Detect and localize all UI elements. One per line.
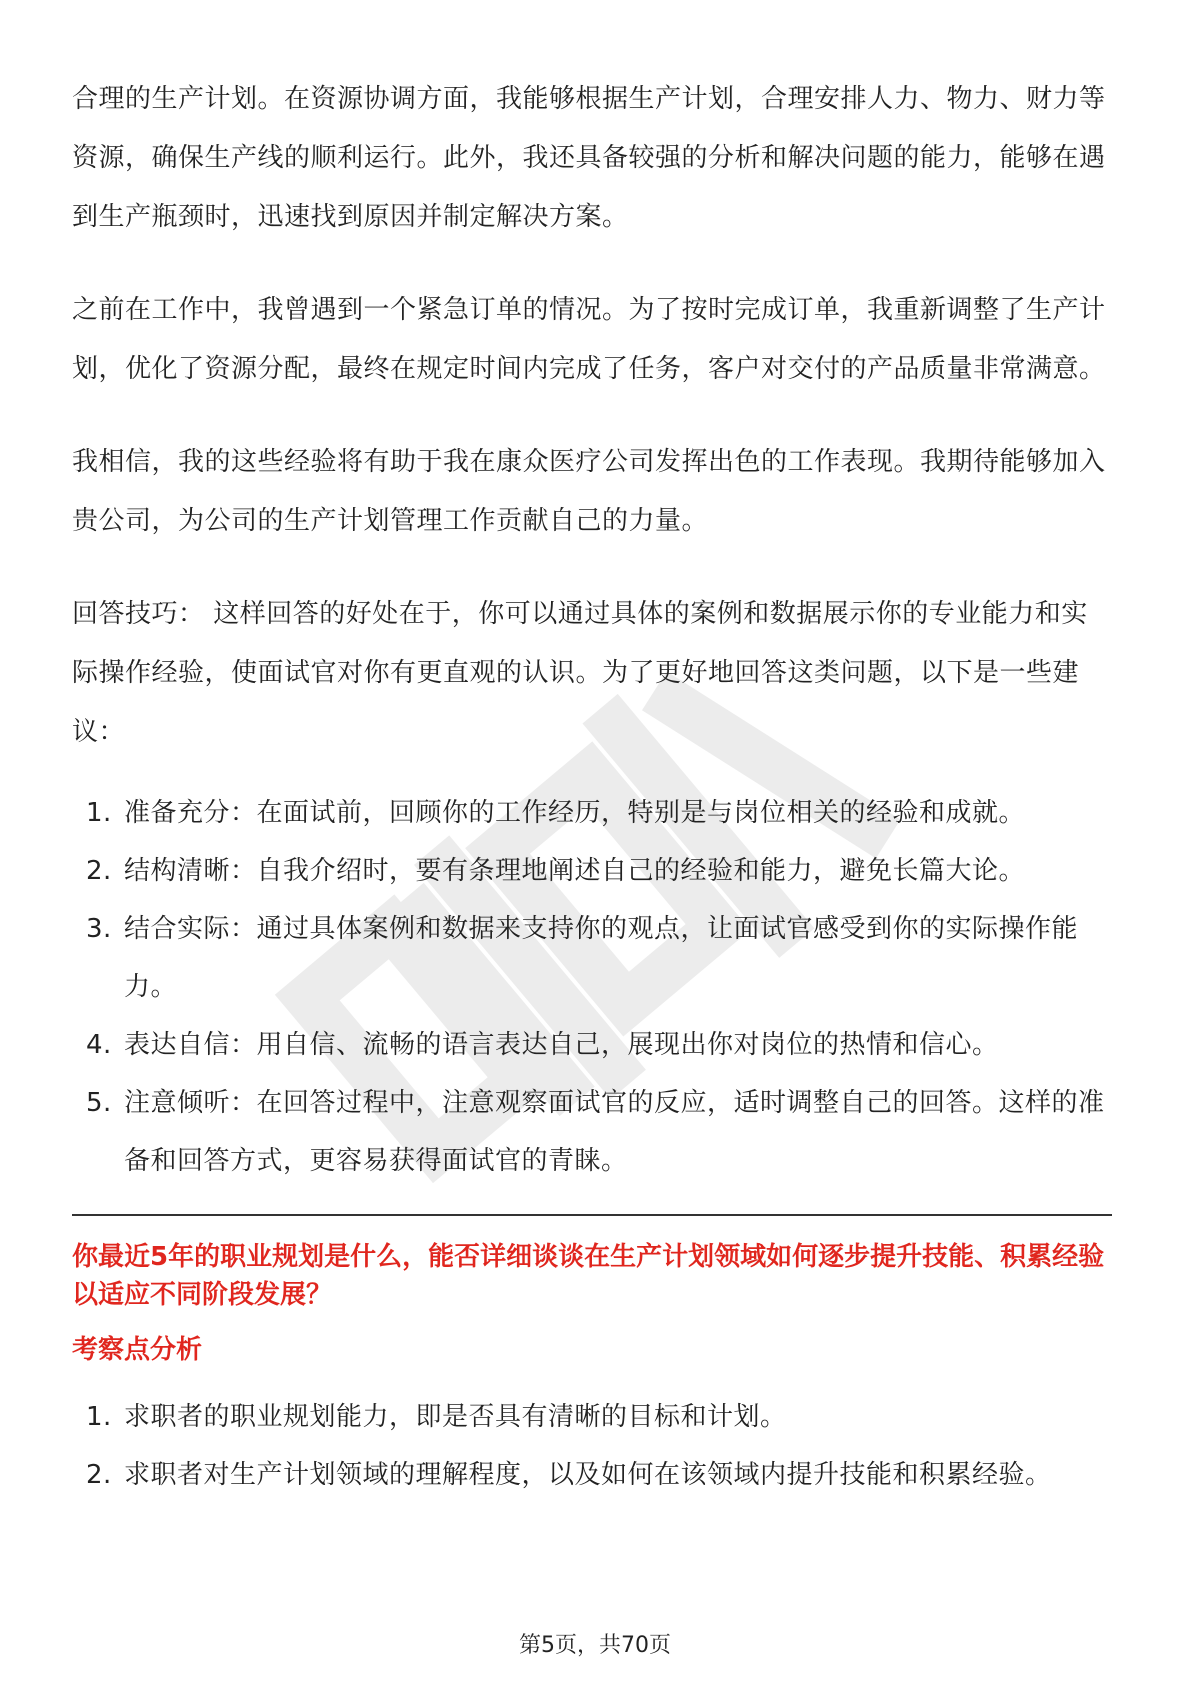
page-number-footer: 第5页，共70页 [519,1633,671,1658]
paragraph-urgent-order: 之前在工作中，我曾遇到一个紧急订单的情况。为了按时完成订单，我重新调整了生产计划，优化了资源分配，最终在规定时间内完成了任务，客户对交付的产品质量非常满意。 [72,295,1106,384]
analysis-heading: 考察点分析 [72,1335,203,1365]
list-item [72,1074,1112,1190]
list-number: 1. [86,798,112,828]
suggestion-list [72,784,1112,1190]
interview-question: 你最近5年的职业规划是什么，能否详细谈谈在生产计划领域如何逐步提升技能、积累经验以适应不同阶段发展？ [72,1242,1105,1310]
list-item [72,842,1112,900]
list-text: 结构清晰：自我介绍时，要有条理地阐述自己的经验和能力，避免长篇大论。 [124,856,1026,886]
paragraph-closing-statement: 我相信，我的这些经验将有助于我在康众医疗公司发挥出色的工作表现。我期待能够加入贵公司，为公司的生产计划管理工作贡献自己的力量。 [72,447,1106,536]
list-number: 3. [86,914,112,944]
list-item [72,1016,1112,1074]
list-text: 注意倾听：在回答过程中，注意观察面试官的反应，适时调整自己的回答。这样的准备和回答方式，更容易获得面试官的青睐。 [124,1088,1105,1176]
answer-tips: 回答技巧： 这样回答的好处在于，你可以通过具体的案例和数据展示你的专业能力和实际操作经验，使面试官对你有更直观的认识。为了更好地回答这类问题，以下是一些建议： [72,599,1088,747]
section-divider [72,1214,1112,1216]
list-number: 2. [86,856,112,886]
list-text: 表达自信：用自信、流畅的语言表达自己，展现出你对岗位的热情和信心。 [124,1030,999,1060]
list-text: 结合实际：通过具体案例和数据来支持你的观点，让面试官感受到你的实际操作能力。 [124,914,1079,1002]
list-number: 5. [86,1088,112,1118]
list-text: 求职者的职业规划能力，即是否具有清晰的目标和计划。 [124,1402,787,1432]
list-number: 1. [86,1402,112,1432]
list-text: 准备充分：在面试前，回顾你的工作经历，特别是与岗位相关的经验和成就。 [124,798,1026,828]
paragraph-experience-skills: 合理的生产计划。在资源协调方面，我能够根据生产计划，合理安排人力、物力、财力等资源，确保生产线的顺利运行。此外，我还具备较强的分析和解决问题的能力，能够在遇到生产瓶颈时，迅速找到原因并制定解决方案。 [72,84,1106,232]
list-item [72,1446,1112,1504]
list-number: 2. [86,1460,112,1490]
list-item [72,784,1112,842]
main-content [72,70,1112,1504]
list-text: 求职者对生产计划领域的理解程度，以及如何在该领域内提升技能和积累经验。 [124,1460,1052,1490]
list-number: 4. [86,1030,112,1060]
list-item [72,1388,1112,1446]
analysis-list [72,1388,1112,1504]
list-item [72,900,1112,1016]
